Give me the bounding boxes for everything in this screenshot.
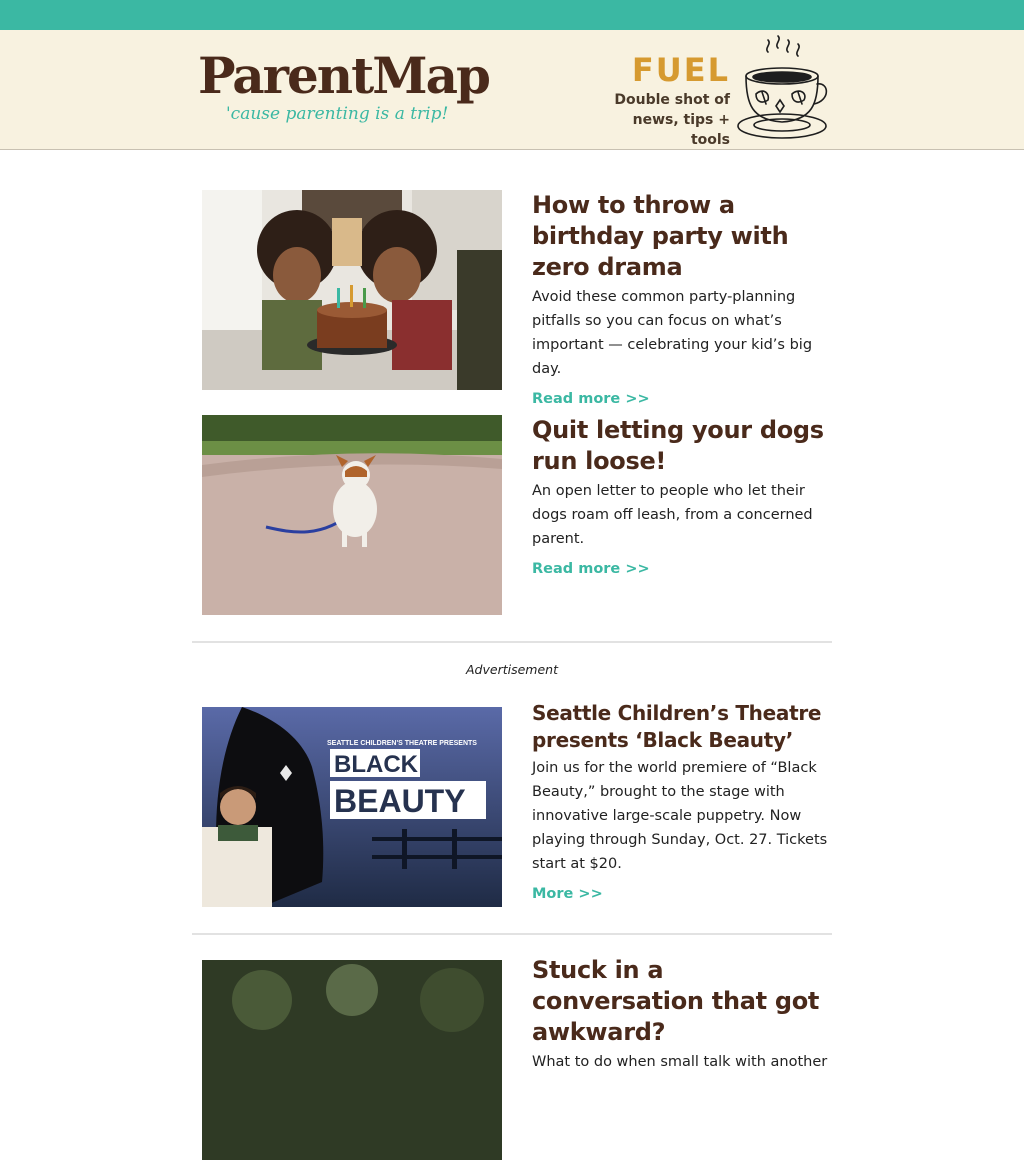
ad-text — [532, 700, 832, 902]
parentmap-logo[interactable] — [198, 46, 489, 136]
section-divider — [192, 933, 832, 935]
dog-on-path-photo[interactable] — [202, 415, 502, 615]
coffee-cup-icon — [736, 34, 828, 142]
article-headline[interactable]: How to throw a birthday party with zero drama — [532, 191, 789, 281]
ad-kicker-text: SEATTLE CHILDREN'S THEATRE PRESENTS — [327, 740, 477, 747]
fuel-title: FUEL — [631, 51, 730, 89]
birthday-party-photo[interactable] — [202, 190, 502, 390]
ad-title-line-2: BEAUTY — [334, 783, 466, 819]
article-card-awkward — [202, 955, 832, 1070]
fuel-branding — [590, 50, 730, 150]
logo-tagline: 'cause parenting is a trip! — [226, 104, 449, 124]
fuel-subtitle-line-2: news, tips + tools — [632, 112, 730, 148]
article-headline[interactable]: Quit letting your dogs run loose! — [532, 416, 824, 475]
ad-headline[interactable]: Seattle Children’s Theatre presents ‘Black Beauty’ — [532, 701, 822, 752]
advertisement-card — [202, 700, 832, 907]
top-accent-bar — [0, 0, 1024, 30]
fuel-subtitle-line-1: Double shot of — [614, 92, 730, 108]
black-beauty-ad-image[interactable] — [202, 707, 502, 907]
article-card-birthday — [202, 190, 832, 407]
read-more-link[interactable]: Read more >> — [532, 561, 650, 577]
ad-description: Join us for the world premiere of “Black Beauty,” brought to the stage with innovative large-scale puppetry. Now playing through Sunday, Oct. 27. Tickets start at $20. — [532, 760, 828, 872]
article-text — [532, 415, 832, 577]
ad-title-line-1: BLACK — [334, 751, 418, 778]
article-description: What to do when small talk with another — [532, 1054, 828, 1070]
article-headline[interactable]: Stuck in a conversation that got awkward? — [532, 956, 820, 1046]
logo-wordmark: ParentMap — [198, 46, 489, 105]
read-more-link[interactable]: Read more >> — [532, 391, 650, 407]
section-divider — [192, 641, 832, 643]
article-description: An open letter to people who let their dogs roam off leash, from a concerned parent. — [532, 483, 813, 547]
ad-more-link[interactable]: More >> — [532, 886, 603, 902]
article-text — [532, 190, 832, 407]
article-text — [532, 955, 832, 1074]
article-card-dogs — [202, 415, 832, 615]
newsletter-header — [0, 30, 1024, 150]
advertisement-label: Advertisement — [466, 662, 558, 677]
article-description: Avoid these common party-planning pitfalls so you can focus on what’s important — celebrating your kid’s big day. — [532, 289, 813, 377]
awkward-conversation-photo[interactable] — [202, 960, 502, 1160]
